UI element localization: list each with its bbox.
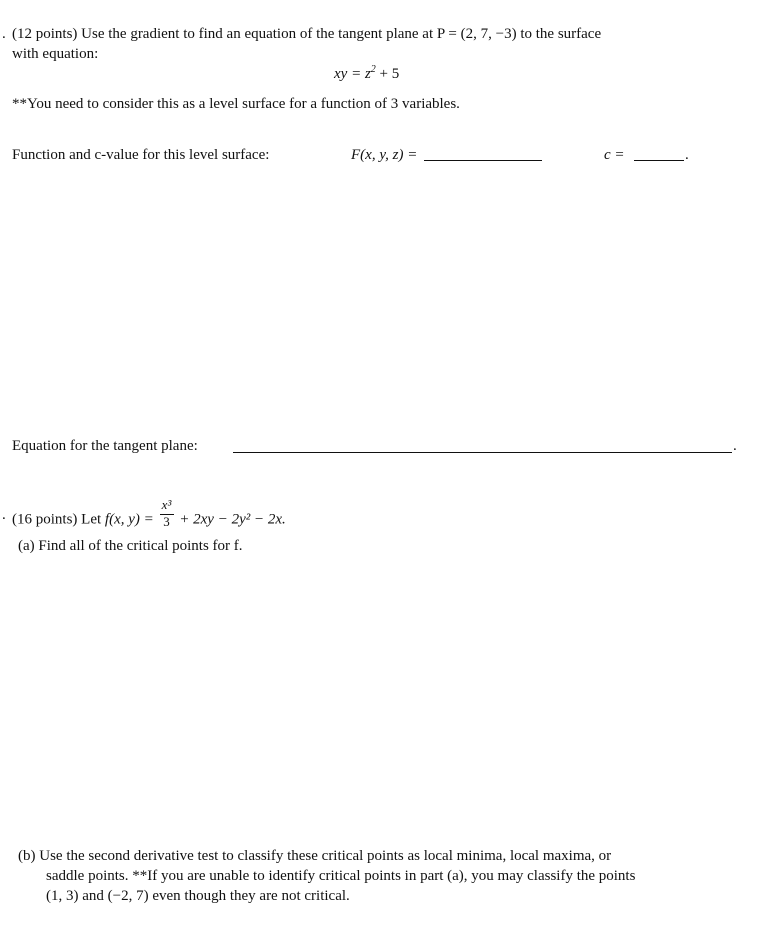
surface-equation-lhs: xy = z — [334, 66, 371, 82]
function-definition: f(x, y) = — [104, 511, 154, 528]
problem1-marker: . — [2, 26, 6, 42]
problem1-statement-line1: (12 points) Use the gradient to find an equation of the tangent plane at P = (2, 7, −3) to the surface — [12, 26, 602, 42]
surface-equation-exponent: 2 — [370, 64, 376, 75]
function-cvalue-label: Function and c-value for this level surface: — [12, 147, 270, 163]
part-a-prompt: (a) Find all of the critical points for f. — [18, 538, 243, 554]
c-value-answer-blank[interactable] — [634, 160, 684, 161]
function-expression: F(x, y, z) = — [351, 147, 418, 163]
c-value-label: c = — [604, 147, 625, 163]
problem2-marker: . — [2, 507, 6, 523]
part-b-line1: (b) Use the second derivative test to classify these critical points as local minima, local maxima, or — [18, 848, 612, 864]
fraction-numerator: x³ — [161, 497, 172, 512]
x-cubed-over-3-fraction — [160, 497, 174, 530]
tangent-plane-answer-blank[interactable] — [233, 452, 732, 453]
level-surface-note: **You need to consider this as a level surface for a function of 3 variables. — [12, 96, 460, 112]
problem1-statement-line2: with equation: — [12, 46, 99, 62]
c-value-period: . — [685, 147, 689, 163]
tangent-plane-period: . — [733, 438, 737, 454]
problem2-statement — [12, 497, 286, 535]
fraction-denominator: 3 — [163, 514, 170, 529]
surface-equation-rhs: + 5 — [375, 66, 400, 82]
problem2-intro: (16 points) Let — [12, 511, 105, 528]
function-answer-blank[interactable] — [424, 160, 542, 161]
function-remaining-terms: + 2xy − 2y² − 2x. — [179, 511, 286, 528]
surface-equation — [334, 64, 399, 84]
tangent-plane-label: Equation for the tangent plane: — [12, 438, 198, 454]
part-b-line2: saddle points. **If you are unable to identify critical points in part (a), you may classify the points — [46, 868, 636, 884]
part-b-line3: (1, 3) and (−2, 7) even though they are not critical. — [46, 888, 350, 904]
